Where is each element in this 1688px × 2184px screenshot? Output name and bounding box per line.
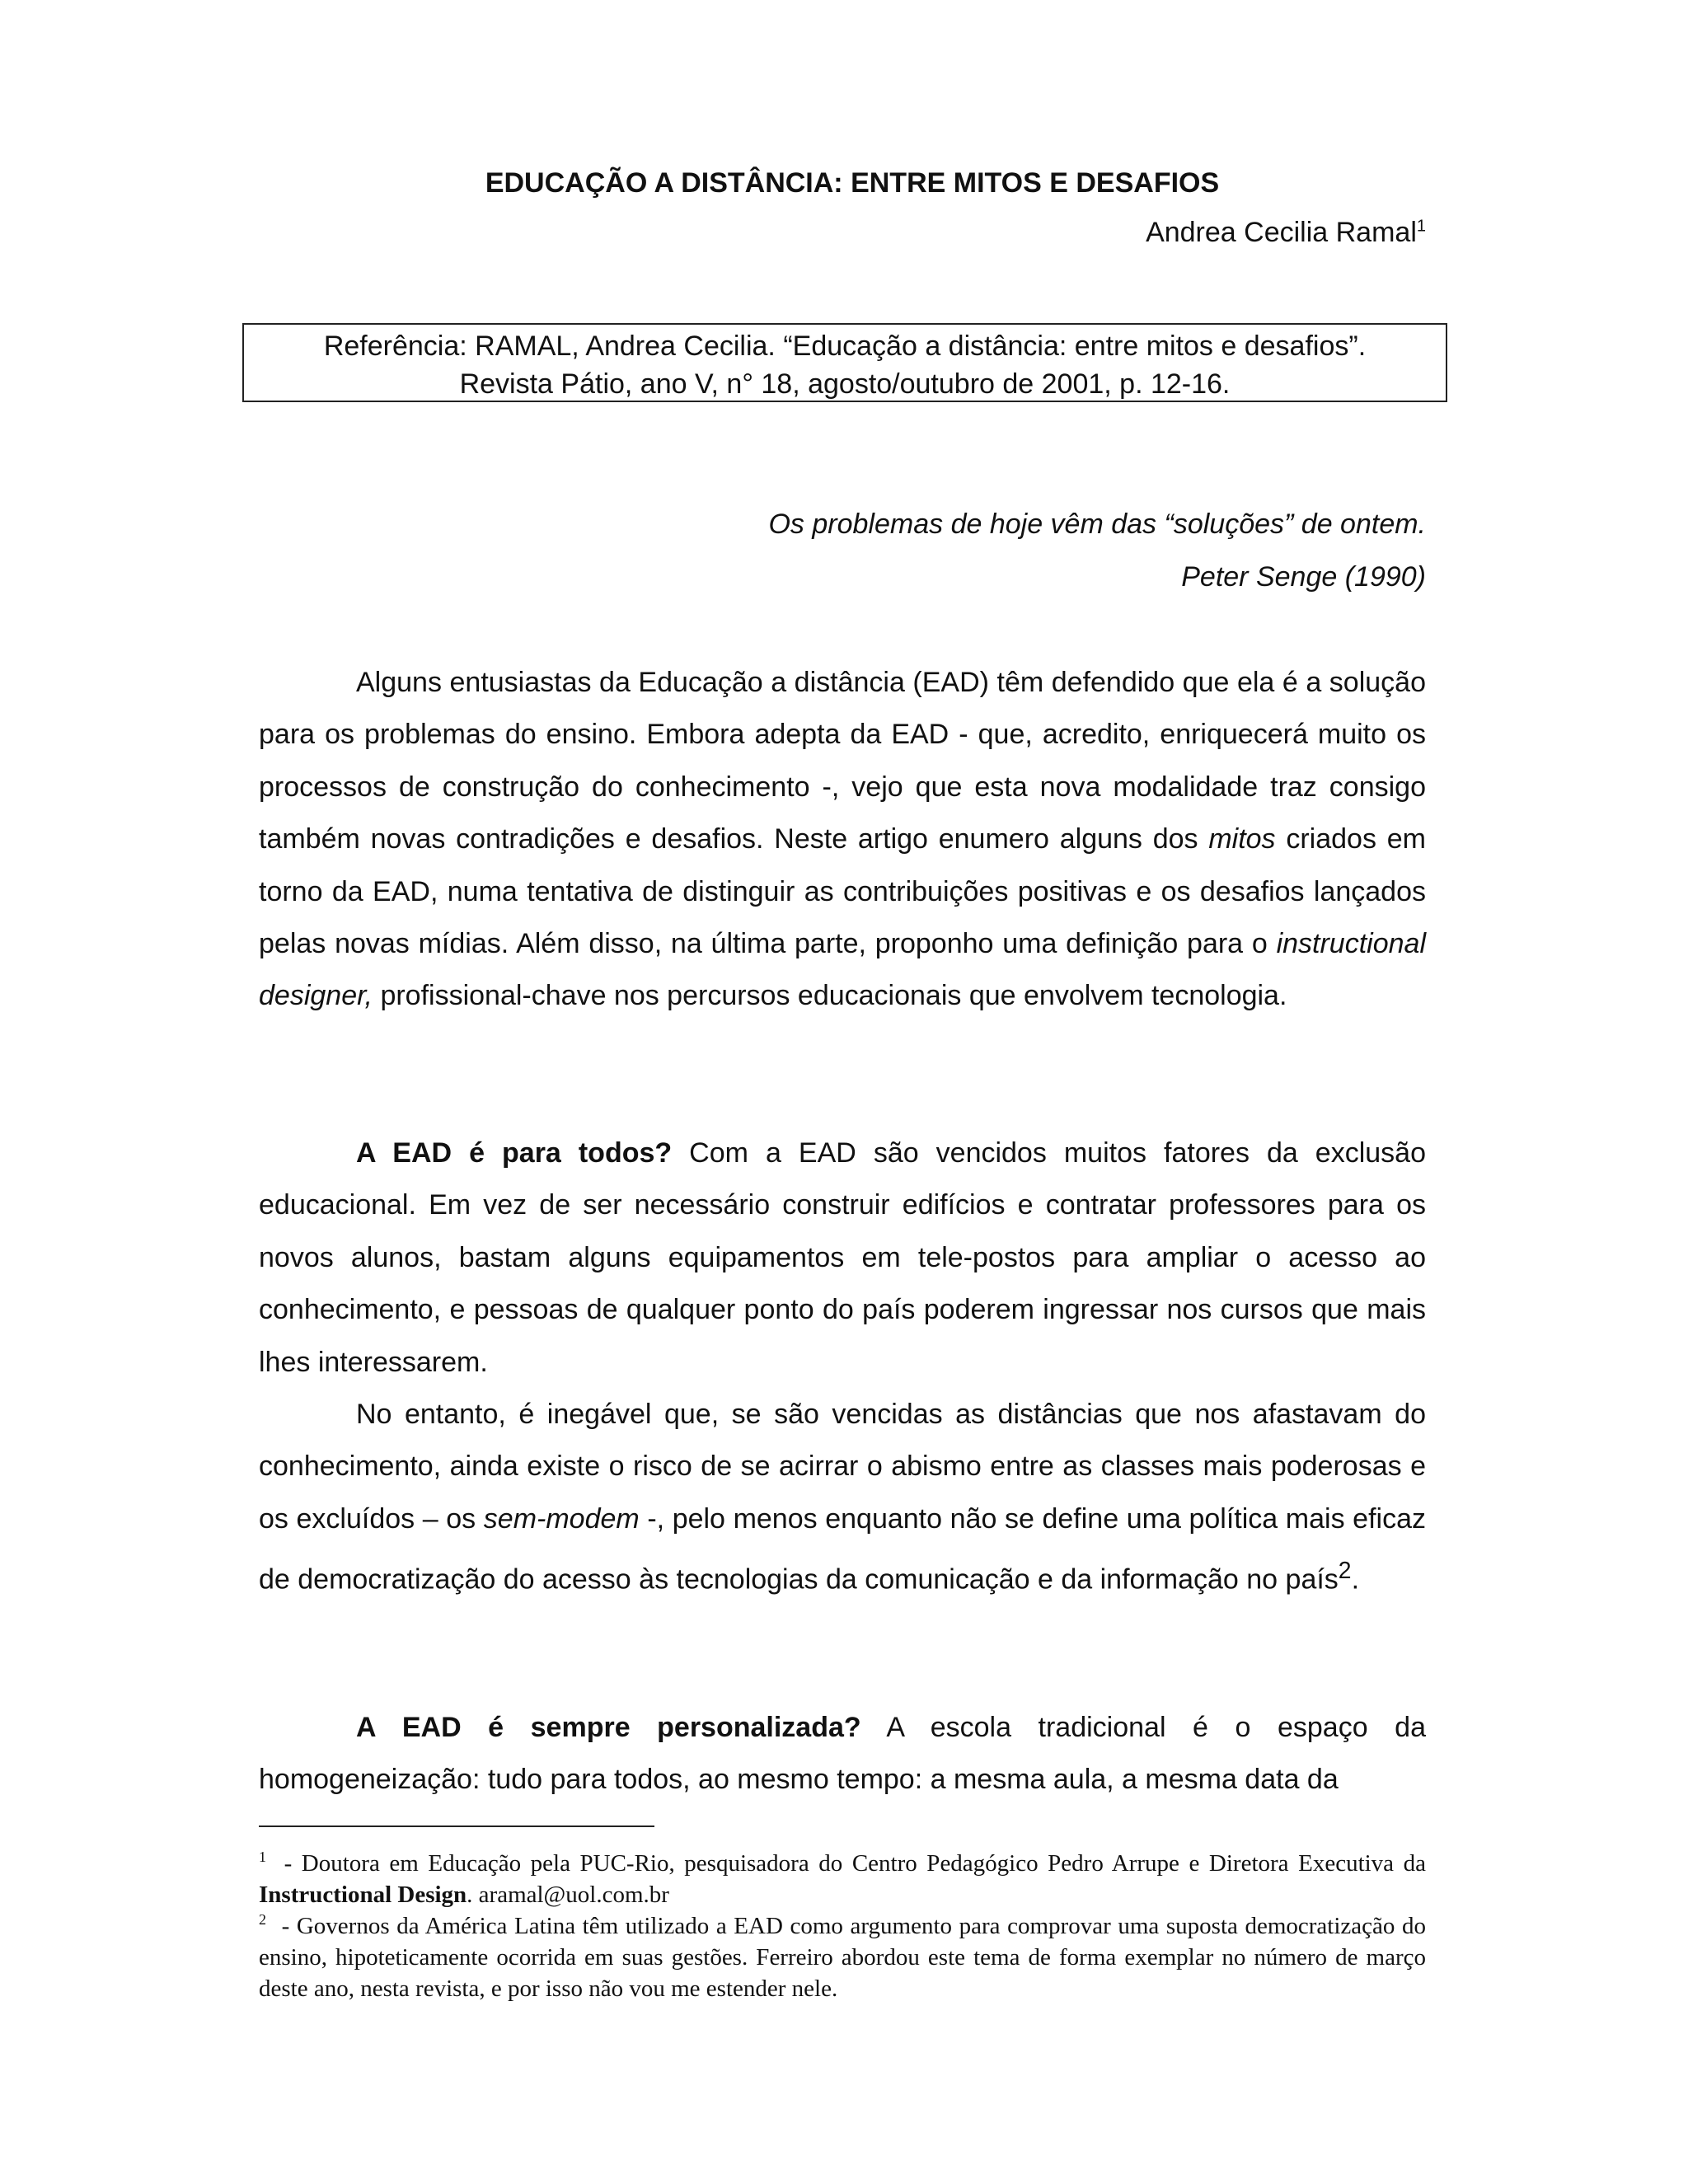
footnote-divider: [259, 1825, 654, 1827]
section1-text-2a: No entanto, é inegável que, se são vencidas as distâncias que nos afastavam do conhecimento, ainda existe o risco de se acirrar o abismo entre as classes mais poderosas e os excluídos – os: [259, 1399, 1426, 1535]
reference-line-1: Referência: RAMAL, Andrea Cecilia. “Educação a distância: entre mitos e desafios”.: [323, 330, 1367, 362]
intro-paragraph: [259, 657, 1426, 1023]
footnote-1: [259, 1848, 1426, 1910]
section2-text-1: A escola tradicional é o espaço da homogeneização: tudo para todos, ao mesmo tempo: a mesma aula, a mesma data da: [259, 1712, 1426, 1796]
intro-section: [259, 657, 1426, 1023]
intro-text-a: Alguns entusiastas da Educação a distância (EAD) têm defendido que ela é a solução para os problemas do ensino. Embora adepta da EAD - que, acredito, enriquecerá muito os processos de construção do conhecimento -, vejo que esta nova modalidade traz consigo também novas contradições e desafios. Neste artigo enumero alguns dos: [259, 667, 1426, 855]
section1-emphasis-semmodem: sem-modem: [483, 1502, 640, 1535]
intro-text-b: criados em torno da EAD, numa tentativa de distinguir as contribuições positivas e os desafios lançados pelas novas mídias. Além disso, na última parte, proponho uma definição para o: [259, 823, 1426, 960]
section-personalizada: [259, 1702, 1426, 1807]
reference-line-2: Revista Pátio, ano V, n° 18, agosto/outubro de 2001, p. 12-16.: [459, 368, 1231, 400]
section1-paragraph-1: [259, 1127, 1426, 1389]
footnote-ref-1[interactable]: 1: [1416, 217, 1426, 236]
footnotes: [259, 1848, 1426, 2004]
footnote-1-text-b: . aramal@uol.com.br: [467, 1882, 669, 1908]
section1-text-2b: -, pelo menos enquanto não se define uma política mais eficaz de democratização do acesso às tecnologias da comunicação e da informação no país: [259, 1502, 1426, 1596]
section1-heading: A EAD é para todos?: [356, 1137, 673, 1169]
footnote-1-text-a: - Doutora em Educação pela PUC-Rio, pesquisadora do Centro Pedagógico Pedro Arrupe e Diretora Executiva da: [274, 1850, 1426, 1877]
document-title: EDUCAÇÃO A DISTÂNCIA: ENTRE MITOS E DESAFIOS: [485, 167, 1220, 199]
section1-text-1: Com a EAD são vencidos muitos fatores da exclusão educacional. Em vez de ser necessário construir edifícios e contratar professores para os novos alunos, bastam alguns equipamentos em tele-postos para ampliar o acesso ao conhecimento, e pessoas de qualquer ponto do país poderem ingressar nos cursos que mais lhes interessarem.: [259, 1137, 1426, 1378]
intro-emphasis-designer: instructional designer,: [259, 928, 1426, 1012]
author-line: [1146, 213, 1426, 252]
section-para-todos: [259, 1127, 1426, 1606]
author-name: Andrea Cecilia Ramal: [1146, 217, 1417, 248]
section1-paragraph-2: [259, 1389, 1426, 1606]
footnote-2: [259, 1910, 1426, 2004]
footnote-ref-2[interactable]: 2: [1338, 1558, 1352, 1585]
section1-text-2c: .: [1351, 1563, 1360, 1596]
footnote-1-bold: Instructional Design: [259, 1882, 467, 1908]
reference-box: [242, 323, 1447, 402]
footnote-2-mark: 2: [259, 1911, 266, 1929]
intro-text-c: profissional-chave nos percursos educacionais que envolvem tecnologia.: [373, 980, 1287, 1012]
footnote-1-mark: 1: [259, 1849, 266, 1866]
epigraph-quote: Os problemas de hoje vêm das “soluções” de ontem.: [768, 509, 1426, 540]
section2-paragraph-1: [259, 1702, 1426, 1807]
footnote-2-text: - Governos da América Latina têm utilizado a EAD como argumento para comprovar uma suposta democratização do ensino, hipoteticamente ocorrida em suas gestões. Ferreiro abordou este tema de forma exemplar no número de março deste ano, nesta revista, e por isso não vou me estender nele.: [259, 1913, 1426, 2002]
epigraph-source: Peter Senge (1990): [1181, 561, 1426, 593]
intro-emphasis-mitos: mitos: [1208, 823, 1276, 855]
section2-heading: A EAD é sempre personalizada?: [356, 1712, 861, 1743]
